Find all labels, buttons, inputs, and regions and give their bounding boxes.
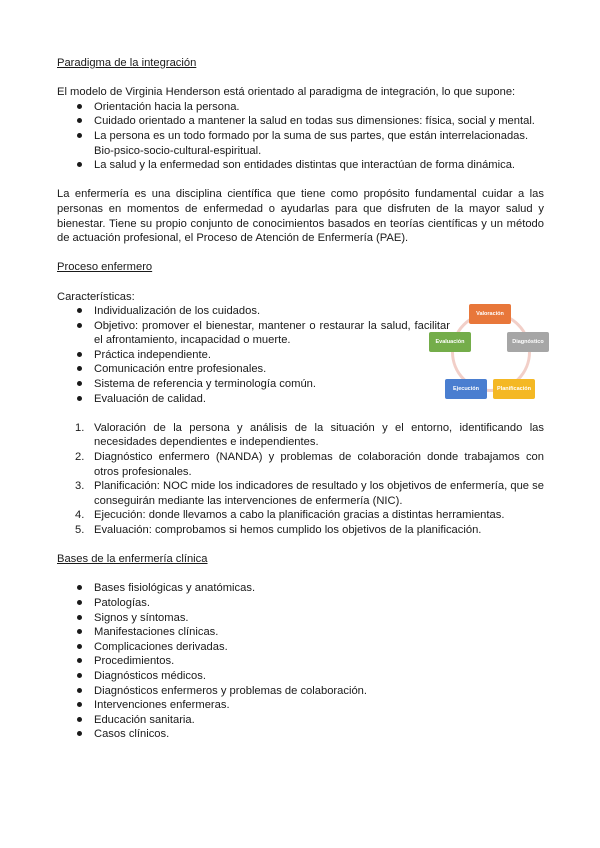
caracteristicas-label: Características: xyxy=(57,290,135,303)
list-item: La salud y la enfermedad son entidades distintas que interactúan de forma dinámica. xyxy=(57,158,544,173)
step-text: Valoración de la persona y análisis de la situación y el entorno, identificando las necesidades dependientes e independientes. xyxy=(94,421,544,449)
list-item: Diagnósticos médicos. xyxy=(57,669,544,684)
ejecucion-box: Ejecución xyxy=(445,379,487,399)
step-item: 1. Valoración de la persona y análisis de la situación y el entorno, identificando las necesidades dependientes e independientes. xyxy=(75,421,544,449)
list-item: Bases fisiológicas y anatómicas. xyxy=(57,581,544,596)
step-text: Diagnóstico enfermero (NANDA) y problemas de colaboración donde trabajamos con otros profesionales. xyxy=(94,451,544,478)
list-item: Sistema de referencia y terminología común. xyxy=(57,377,544,392)
section-heading-paradigma: Paradigma de la integración xyxy=(57,57,197,69)
list-item: Objetivo: promover el bienestar, mantener o restaurar la salud, facilitar el afrontamiento, incapacidad o muerte. xyxy=(57,319,450,348)
section-heading-proceso: Proceso enfermero xyxy=(57,261,153,274)
bases-list xyxy=(57,581,544,742)
step-text: Ejecución: donde llevamos a cabo la planificación gracias a distintas herramientas. xyxy=(94,509,505,522)
list-item: Educación sanitaria. xyxy=(57,713,544,728)
list-item: Comunicación entre profesionales. xyxy=(57,362,544,377)
section-heading-bases: Bases de la enfermería clínica xyxy=(57,553,208,566)
list-item: La persona es un todo formado por la suma de sus partes, que están interrelacionadas. Bio-psico-socio-cultural-espiritual. xyxy=(57,129,544,158)
list-item: Cuidado orientado a mantener la salud en todas sus dimensiones: física, social y mental. xyxy=(57,114,544,129)
list-item: Manifestaciones clínicas. xyxy=(57,625,544,640)
step-item: 2. Diagnóstico enfermero (NANDA) y problemas de colaboración donde trabajamos con otros profesionales. xyxy=(75,451,544,478)
list-item: Patologías. xyxy=(57,596,544,611)
planificacion-box: Planificación xyxy=(493,379,535,399)
pae-steps-list xyxy=(57,421,544,538)
list-item: Individualización de los cuidados. xyxy=(57,304,450,319)
list-item: Intervenciones enfermeras. xyxy=(57,698,544,713)
evaluacion-box: Evaluación xyxy=(429,332,471,352)
step-item: 3. Planificación: NOC mide los indicadores de resultado y los objetivos de enfermería, que se conseguirán mediante las intervenciones de enfermería (NIC). xyxy=(75,480,544,507)
enfermeria-paragraph: La enfermería es una disciplina científica que tiene como propósito fundamental cuidar a las personas en momentos de enfermedad o ayudarlas para que disfruten de la mayor salud y bienestar. Tiene su propio conjunto de conocimientos basados en teorías científicas y un método de actuación profesional, el Proceso de Atención de Enfermería (PAE). xyxy=(57,188,544,245)
list-item: Diagnósticos enfermeros y problemas de colaboración. xyxy=(57,684,544,699)
paradigma-list xyxy=(57,100,544,173)
step-item: 5. Evaluación: comprobamos si hemos cumplido los objetivos de la planificación. xyxy=(75,524,482,536)
list-item: Complicaciones derivadas. xyxy=(57,640,544,655)
list-item: Procedimientos. xyxy=(57,654,544,669)
list-item: Evaluación de calidad. xyxy=(57,392,544,407)
list-item: Práctica independiente. xyxy=(57,348,544,363)
valoracion-box: Valoración xyxy=(469,304,511,324)
step-text: Evaluación: comprobamos si hemos cumplido los objetivos de la planificación. xyxy=(94,524,482,536)
list-item: Casos clínicos. xyxy=(57,727,544,742)
list-item: Signos y síntomas. xyxy=(57,611,544,626)
pae-cycle-diagram xyxy=(423,298,555,408)
step-text: Planificación: NOC mide los indicadores de resultado y los objetivos de enfermería, que se conseguirán mediante las intervenciones de enfermería (NIC). xyxy=(94,480,544,507)
intro-text: El modelo de Virginia Henderson está orientado al paradigma de integración, lo que supone: xyxy=(57,86,516,99)
step-item: 4. Ejecución: donde llevamos a cabo la planificación gracias a distintas herramientas. xyxy=(75,509,505,522)
list-item: Orientación hacia la persona. xyxy=(57,100,544,115)
diagnostico-box: Diagnóstico xyxy=(507,332,549,352)
